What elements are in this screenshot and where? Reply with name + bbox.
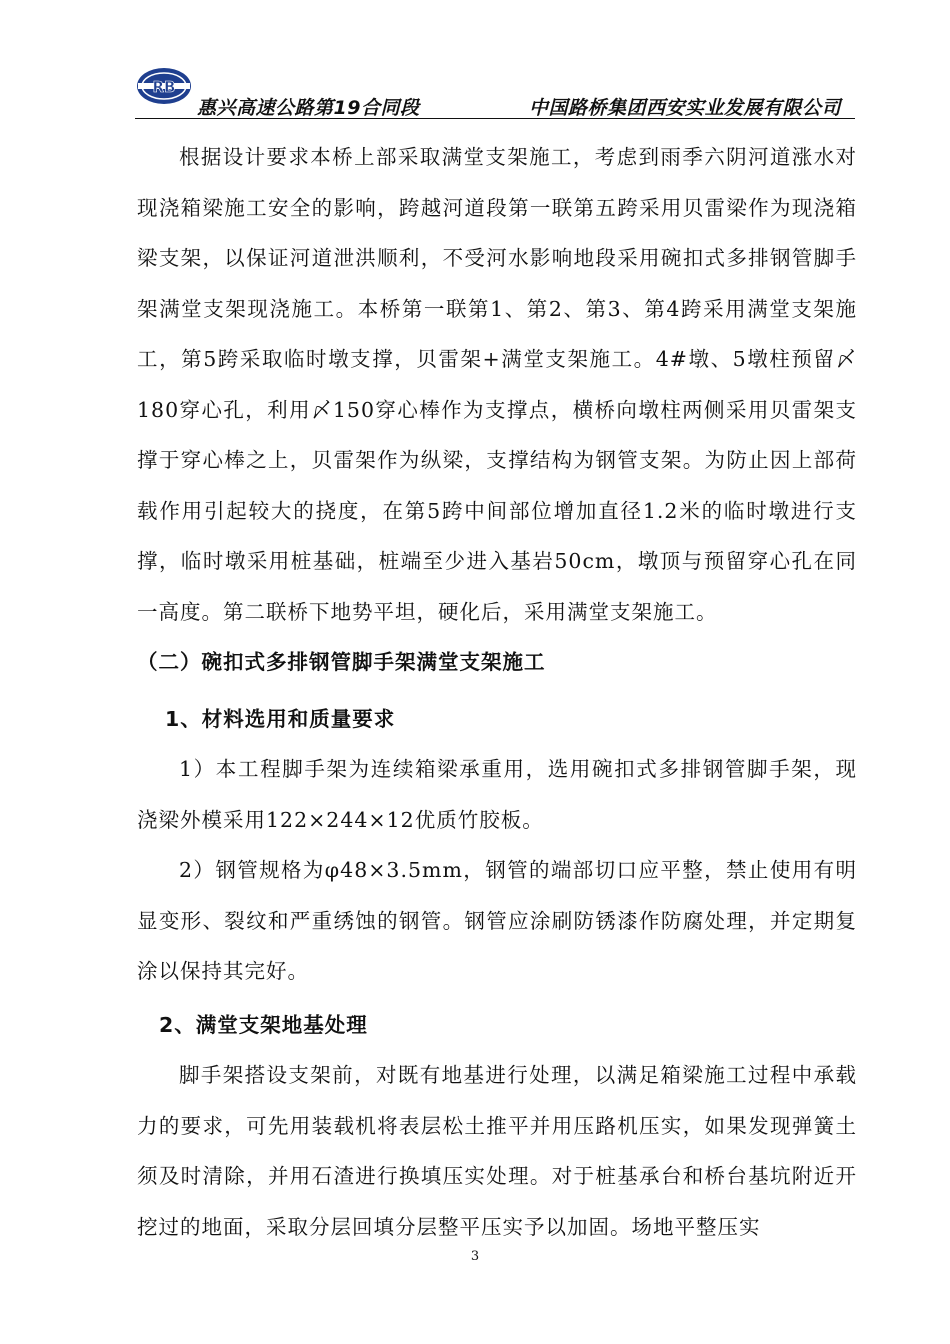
section-heading: （二）碗扣式多排钢管脚手架满堂支架施工 bbox=[137, 650, 546, 674]
page-header bbox=[135, 62, 855, 120]
document-body bbox=[137, 132, 857, 1252]
subsection-heading-2: 2、满堂支架地基处理 bbox=[159, 1012, 368, 1037]
subsection-heading-1: 1、材料选用和质量要求 bbox=[165, 706, 396, 731]
company-logo bbox=[135, 66, 193, 106]
paragraph-3: 2）钢管规格为φ48×3.5mm，钢管的端部切口应平整，禁止使用有明显变形、裂纹和严重绣蚀的钢管。钢管应涂刷防锈漆作防腐处理，并定期复涂以保持其完好。 bbox=[137, 858, 857, 983]
paragraph-2: 1）本工程脚手架为连续箱梁承重用，选用碗扣式多排钢管脚手架，现浇梁外模采用122×244×12优质竹胶板。 bbox=[137, 757, 857, 832]
page-number: 3 bbox=[470, 1249, 480, 1264]
header-left-text: 惠兴高速公路第19合同段 bbox=[197, 97, 420, 119]
logo-text: RB bbox=[152, 78, 176, 96]
paragraph-1: 根据设计要求本桥上部采取满堂支架施工，考虑到雨季六阴河道涨水对现浇箱梁施工安全的影响，跨越河道段第一联第五跨采用贝雷梁作为现浇箱梁支架，以保证河道泄洪顺利，不受河水影响地段采用碗扣式多排钢管脚手架满堂支架现浇施工。本桥第一联第1、第2、第3、第4跨采用满堂支架施工，第5跨采取临时墩支撑，贝雷架+满堂支架施工。4#墩、5墩柱预留〆180穿心孔，利用〆150穿心棒作为支撑点，横桥向墩柱两侧采用贝雷架支撑于穿心棒之上，贝雷架作为纵梁，支撑结构为钢管支架。为防止因上部荷载作用引起较大的挠度，在第5跨中间部位增加直径1.2米的临时墩进行支撑，临时墩采用桩基础，桩端至少进入基岩50cm，墩顶与预留穿心孔在同一高度。第二联桥下地势平坦，硬化后，采用满堂支架施工。 bbox=[137, 145, 857, 624]
header-rule bbox=[135, 118, 855, 119]
paragraph-4: 脚手架搭设支架前，对既有地基进行处理，以满足箱梁施工过程中承载力的要求，可先用装载机将表层松土推平并用压路机压实，如果发现弹簧土须及时清除，并用石渣进行换填压实处理。对于桩基承台和桥台基坑附近开挖过的地面，采取分层回填分层整平压实予以加固。场地平整压实 bbox=[137, 1063, 857, 1239]
header-right-text: 中国路桥集团西安实业发展有限公司 bbox=[528, 97, 841, 119]
